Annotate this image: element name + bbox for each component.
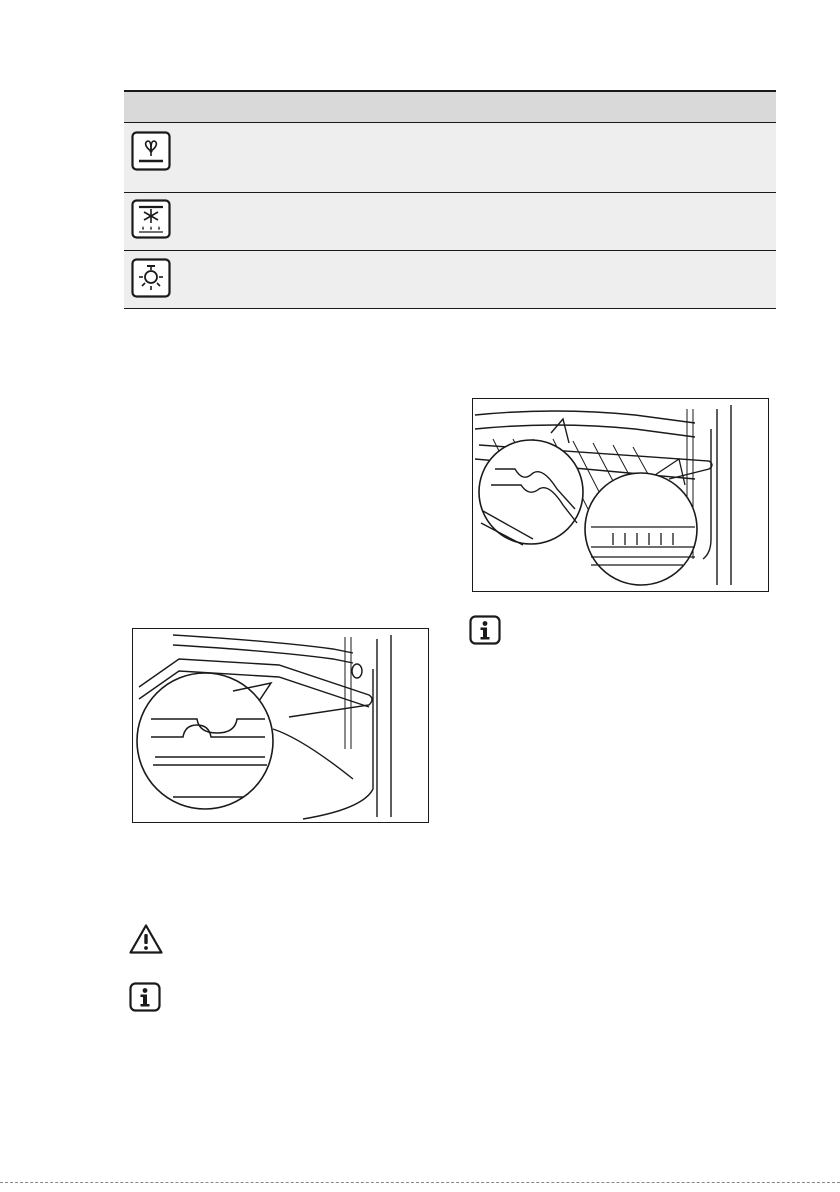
shelf-detail-magnifier	[137, 673, 273, 809]
info-icon	[469, 615, 501, 645]
page-footer-divider	[0, 1182, 840, 1183]
pan-detail-magnifier	[585, 473, 697, 585]
warning-icon	[128, 923, 164, 955]
table-header	[124, 90, 776, 122]
wire-shelf-insertion-illustration	[132, 628, 429, 823]
function-table	[124, 90, 776, 309]
table-row	[124, 250, 776, 309]
defrost-icon	[131, 199, 171, 239]
table-row	[124, 122, 776, 192]
fan-cooling-icon	[131, 131, 171, 171]
table-row	[124, 192, 776, 250]
wire-shelf-illustration-drawing	[133, 629, 428, 822]
deep-pan-insertion-illustration	[472, 398, 769, 592]
info-icon	[129, 982, 161, 1012]
deep-pan-illustration-drawing	[473, 399, 768, 591]
oven-light-icon	[131, 258, 171, 298]
